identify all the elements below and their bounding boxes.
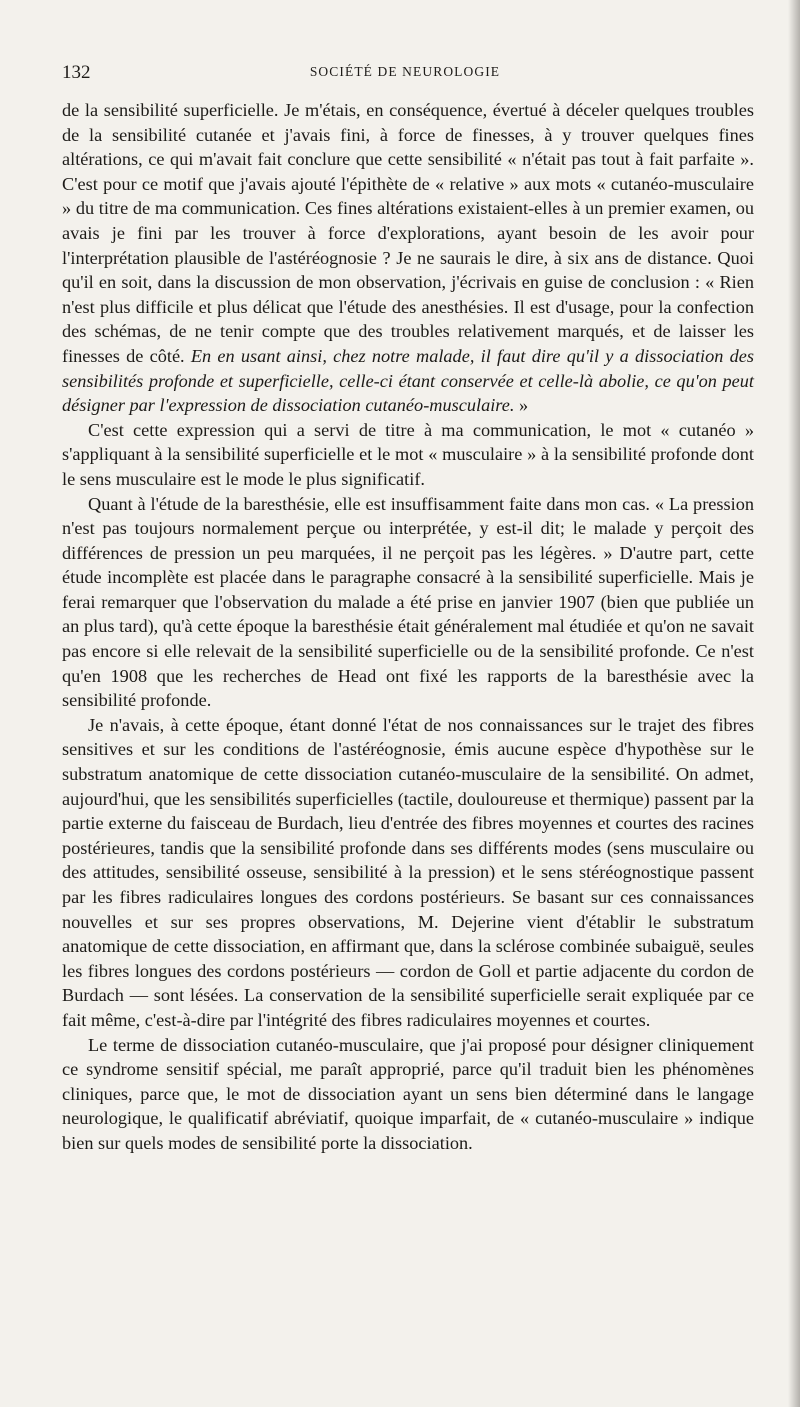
italic-quotation: En en usant ainsi, chez notre malade, il faut dire qu'il y a dissociation des sensibilités profonde et superficielle, celle-ci étant conservée et celle-là abolie, ce qu'on peut désigner par l'expression de dissociation cutanéo-musculaire. xyxy=(62,345,754,416)
page-header xyxy=(62,62,748,84)
paragraph-4: Je n'avais, à cette époque, étant donné l'état de nos connaissances sur le trajet des fibres sensitives et sur les conditions de l'astéréognosie, émis aucune espèce d'hypothèse sur le substratum anatomique de cette dissociation cutanéo-musculaire de la sensibilité. On admet, aujourd'hui, que les sensibilités superficielles (tactile, douloureuse et thermique) passent par la partie externe du faisceau de Burdach, lieu d'entrée des fibres moyennes et courtes des racines postérieures, tandis que la sensibilité profonde dans ses différents modes (sens musculaire ou des attitudes, sensibilité osseuse, sensibilité à la pression) et le sens stéréognostique passent par les fibres radiculaires longues des cordons postérieurs. Se basant sur ces connaissances nouvelles et sur ses propres observations, M. Dejerine vient d'établir le substratum anatomique de cette dissociation, en affirmant que, dans la sclérose combinée subaiguë, seules les fibres longues des cordons postérieurs — cordon de Goll et partie adjacente du cordon de Burdach — sont lésées. La conservation de la sensibilité superficielle serait expliquée par ce fait même, c'est-à-dire par l'intégrité des fibres radiculaires moyennes et courtes. xyxy=(62,714,754,1030)
paragraph-5: Le terme de dissociation cutanéo-musculaire, que j'ai proposé pour désigner cliniquement ce syndrome sensitif spécial, me paraît approprié, parce qu'il traduit bien les phénomènes cliniques, parce que, le mot de dissociation ayant un sens bien déterminé dans le langage neurologique, le qualificatif abréviatif, quoique imparfait, de « cutanéo-musculaire » indique bien sur quels modes de sensibilité porte la dissociation. xyxy=(62,1034,754,1153)
paragraph-1 xyxy=(62,98,754,418)
paragraph-2: C'est cette expression qui a servi de titre à ma communication, le mot « cutanéo » s'appliquant à la sensibilité superficielle et le mot « musculaire » à la sensibilité profonde dont le sens musculaire est le mode le plus significatif. xyxy=(62,419,754,489)
page-number: 132 xyxy=(62,62,91,83)
body-text xyxy=(62,98,754,1156)
paragraph-1-tail: » xyxy=(514,395,529,416)
paragraph-3: Quant à l'étude de la baresthésie, elle est insuffisamment faite dans mon cas. « La pression n'est pas toujours normalement perçue ou interprétée, y est-il dit; le malade y perçoit des différences de pression un peu marquées, il ne perçoit pas les légères. » D'autre part, cette étude incomplète est placée dans le paragraphe consacré à la sensibilité superficielle. Mais je ferai remarquer que l'observation du malade a été prise en janvier 1907 (bien que publiée un an plus tard), qu'à cette époque la baresthésie était généralement mal étudiée et qu'on ne savait pas encore si elle relevait de la sensibilité superficielle ou de la sensibilité profonde. Ce n'est qu'en 1908 que les recherches de Head ont fixé les rapports de la baresthésie avec la sensibilité profonde. xyxy=(62,493,754,711)
running-head: SOCIÉTÉ DE NEUROLOGIE xyxy=(309,64,501,79)
page-binding-edge xyxy=(788,0,800,1407)
paragraph-1-lead: de la sensibilité superficielle. Je m'étais, en conséquence, évertué à déceler quelques troubles de la sensibilité cutanée et j'avais fini, à force de finesses, à y trouver quelques fines altérations, ce qui m'avait fait conclure que cette sensibilité « n'était pas tout à fait parfaite ». C'est pour ce motif que j'avais ajouté l'épithète de « relative » aux mots « cutanéo-musculaire » du titre de ma communication. Ces fines altérations existaient-elles à un premier examen, ou avais je fini par les trouver à force d'explorations, ayant besoin de les avoir pour l'interprétation plausible de l'astéréognosie ? Je ne saurais le dire, à six ans de distance. Quoi qu'il en soit, dans la discussion de mon observation, j'écrivais en guise de conclusion : « Rien n'est plus difficile et plus délicat que l'étude des anesthésies. Il est d'usage, pour la confection des schémas, de ne tenir compte que des troubles relativement marqués, et de laisser les finesses de côté. xyxy=(62,100,754,366)
